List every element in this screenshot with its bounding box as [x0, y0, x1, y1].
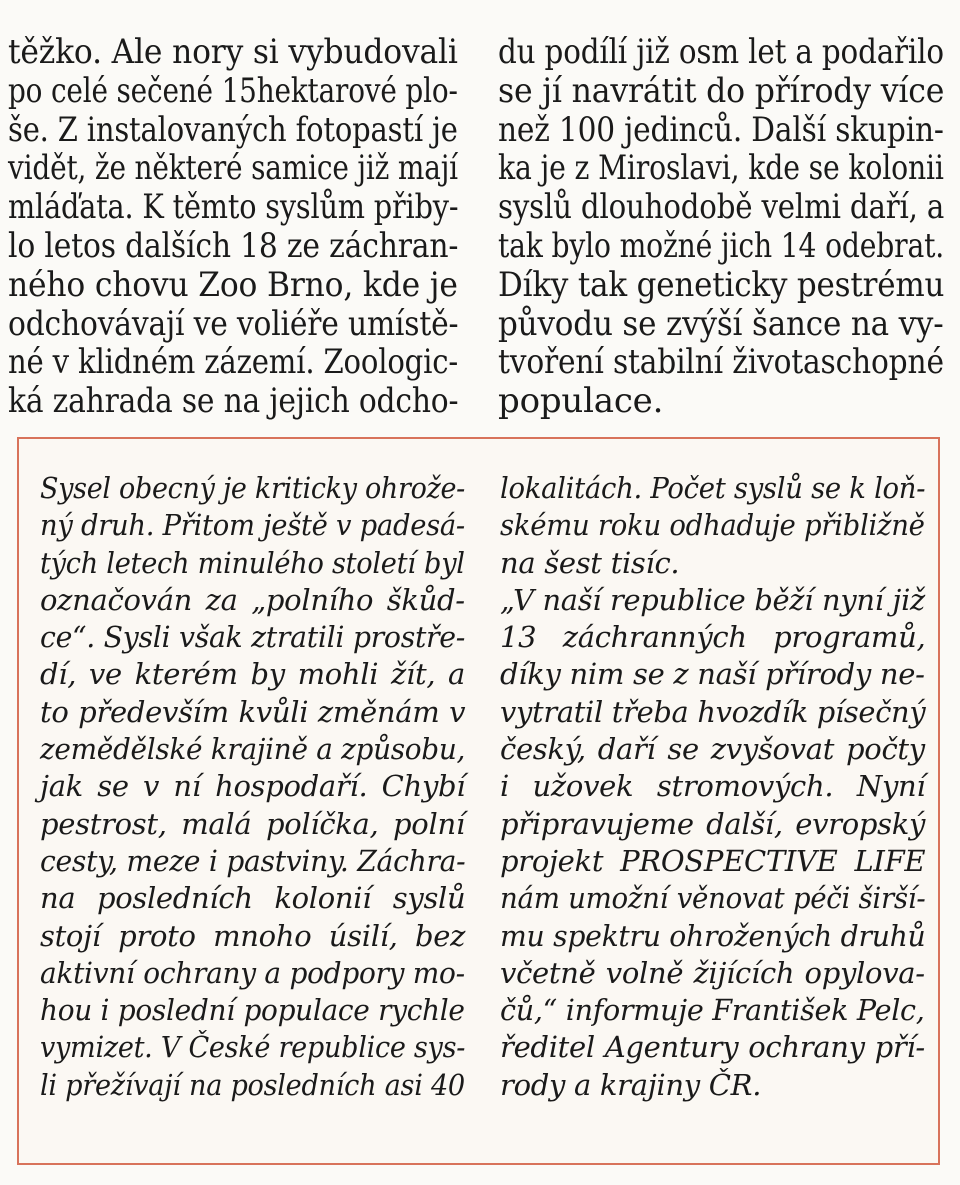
sidebar-left-line: cesty, meze i pastviny. Záchra- — [40, 843, 466, 878]
sidebar-right-line: nám umožní věnovat péči širší- — [500, 881, 926, 916]
sidebar-left-line: aktivní ochrany a podpory mo- — [40, 955, 465, 990]
article-left-line: mláďata. K těmto syslům přiby- — [8, 187, 459, 228]
article-left-line: né v klidném zázemí. Zoologic- — [8, 342, 459, 383]
sidebar-left-line: ný druh. Přitom ještě v padesá- — [40, 508, 465, 543]
sidebar-right-line: 13 záchranných programů, — [500, 620, 926, 655]
article-left-line: še. Z instalovaných fotopastí je — [8, 109, 458, 150]
sidebar-right-line: i užovek stromových. Nyní — [500, 769, 926, 804]
article-right-line: tak bylo možné jich 14 odebrat. — [498, 225, 945, 266]
article-left-line: odchovávají ve voliéře umístě- — [8, 303, 459, 344]
sidebar-right-line: rody a krajiny ČR. — [500, 1067, 762, 1102]
sidebar-column-right — [500, 470, 925, 1104]
sidebar-left-line: dí, ve kterém by mohli žít, a — [40, 657, 465, 692]
sidebar-left-line: pestrost, malá políčka, polní — [40, 806, 465, 841]
sidebar-left-line: hou i poslední populace rychle — [40, 993, 465, 1028]
sidebar-right-line: český, daří se zvyšovat počty — [500, 732, 925, 767]
sidebar-right-line: projekt PROSPECTIVE LIFE — [500, 843, 926, 878]
article-left-line: těžko. Ale nory si vybudovali — [8, 32, 458, 72]
article-left-line: lo letos dalších 18 ze záchran- — [8, 225, 459, 266]
sidebar-right-line: ředitel Agentury ochrany pří- — [500, 1030, 925, 1065]
article-left-line: po celé sečené 15hektarové plo- — [8, 70, 458, 111]
sidebar-column-left — [40, 470, 465, 1104]
sidebar-right-line: lokalitách. Počet syslů se k loň- — [500, 471, 926, 505]
sidebar-right-line: čů,“ informuje František Pelc, — [500, 993, 925, 1028]
sidebar-right-line: vytratil třeba hvozdík písečný — [500, 694, 926, 729]
sidebar-right-line: mu spektru ohrožených druhů — [500, 918, 926, 953]
article-right-line: populace. — [498, 381, 664, 422]
sidebar-left-line: ce“. Sysli však ztratili prostře- — [40, 620, 466, 655]
sidebar-left-line: li přežívají na posledních asi 40 — [40, 1067, 465, 1102]
article-right-line: původu se zvýší šance na vy- — [498, 303, 944, 344]
sidebar-right-line: včetně volně žijících opylova- — [500, 955, 925, 990]
article-right-line: ka je z Miroslavi, kde se kolonii — [498, 148, 944, 189]
sidebar-right-line: „V naší republice běží nyní již — [500, 582, 925, 617]
article-right-line: syslů dlouhodobě velmi daří, a — [498, 187, 945, 228]
sidebar-right-line: díky nim se z naší přírody ne- — [500, 657, 925, 692]
article-right-line: než 100 jedinců. Další skupin- — [498, 109, 944, 150]
article-column-left — [8, 33, 458, 421]
sidebar-left-line: Sysel obecný je kriticky ohrože- — [40, 471, 466, 505]
article-column-right — [498, 33, 944, 421]
sidebar-left-line: označován za „polního škůd- — [40, 582, 465, 617]
article-right-line: se jí navrátit do přírody více — [498, 70, 945, 111]
sidebar-left-line: na posledních kolonií syslů — [40, 881, 466, 916]
sidebar-right-line: na šest tisíc. — [500, 545, 680, 580]
article-right-line: du podílí již osm let a podařilo — [498, 32, 944, 72]
sidebar-right-line: skému roku odhaduje přibližně — [500, 508, 925, 543]
sidebar-left-line: zemědělské krajině a způsobu, — [40, 732, 466, 767]
sidebar-right-line: připravujeme další, evropský — [500, 806, 926, 841]
sidebar-left-line: jak se v ní hospodaří. Chybí — [40, 769, 466, 804]
article-right-line: tvoření stabilní životaschopné — [498, 342, 944, 383]
article-left-line: ného chovu Zoo Brno, kde je — [8, 264, 458, 305]
sidebar-left-line: tých letech minulého století byl — [40, 545, 465, 580]
article-left-line: ká zahrada se na jejich odcho- — [8, 381, 459, 422]
sidebar-left-line: stojí proto mnoho úsilí, bez — [40, 918, 466, 953]
article-left-line: vidět, že některé samice již mají — [8, 148, 458, 189]
article-right-line: Díky tak geneticky pestrému — [498, 264, 945, 305]
sidebar-left-line: to především kvůli změnám v — [40, 694, 466, 729]
sidebar-left-line: vymizet. V České republice sys- — [40, 1030, 466, 1065]
